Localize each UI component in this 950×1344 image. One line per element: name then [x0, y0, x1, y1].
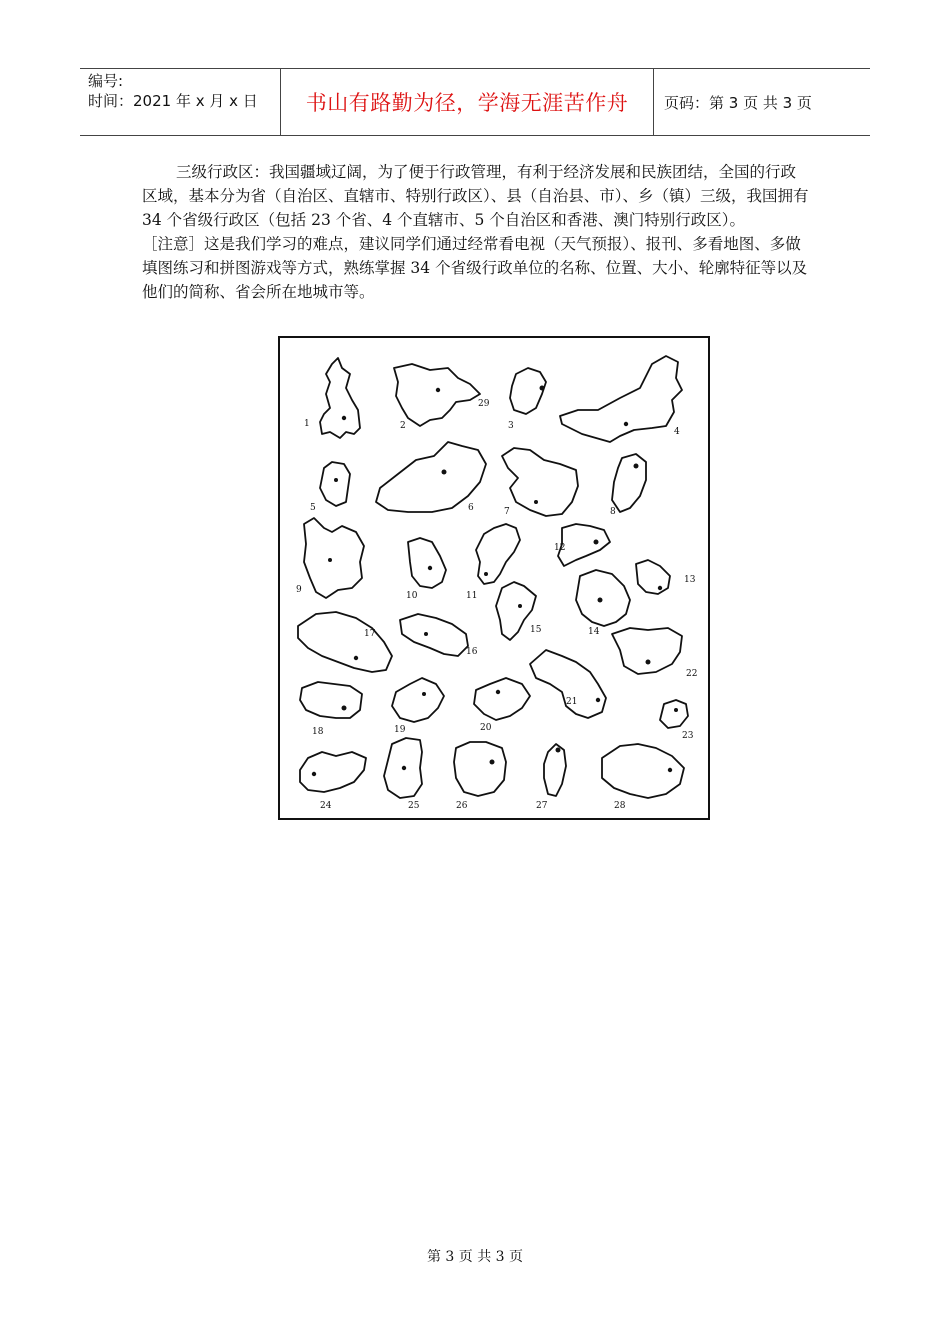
province-shape-10	[408, 538, 446, 588]
paragraph-note: ［注意］这是我们学习的难点，建议同学们通过经常看电视（天气预报）、报刊、多看地图、多做填图练习和拼图游戏等方式，熟练掌握 34 个省级行政单位的名称、位置、大小、轮廓特征等以及他们的简称、省会所在地城市等。	[142, 235, 808, 301]
province-shape-21	[530, 650, 606, 718]
province-outline-svg	[280, 338, 708, 818]
body-text	[142, 160, 810, 304]
province-shape-27	[544, 744, 566, 796]
map-label-3: 3	[508, 421, 514, 431]
province-shape-1	[320, 358, 360, 438]
number-label: 编号:	[88, 72, 124, 90]
province-shape-18	[300, 682, 362, 718]
map-label-27: 27	[536, 801, 548, 811]
map-label-25: 25	[408, 801, 420, 811]
map-label-8: 8	[610, 507, 616, 517]
province-shape-11	[476, 524, 520, 584]
province-shape-14	[576, 570, 630, 626]
map-label-18: 18	[312, 727, 324, 737]
map-label-16: 16	[466, 647, 478, 657]
province-shape-26	[454, 742, 506, 796]
map-label-19: 19	[394, 725, 406, 735]
province-shape-7	[502, 448, 578, 516]
province-shape-12	[558, 524, 610, 566]
map-label-24: 24	[320, 801, 332, 811]
map-label-6: 6	[468, 503, 474, 513]
map-label-4: 4	[674, 427, 680, 437]
province-shape-4	[560, 356, 682, 442]
province-shape-9	[304, 518, 364, 598]
map-label-22: 22	[686, 669, 698, 679]
map-label-5: 5	[310, 503, 316, 513]
header-motto: 书山有路勤为径，学海无涯苦作舟	[281, 69, 654, 135]
map-label-9: 9	[296, 585, 302, 595]
province-shape-2	[394, 364, 480, 426]
province-shape-22	[612, 628, 682, 674]
document-header	[80, 68, 870, 136]
province-shape-20	[474, 678, 530, 720]
map-label-29: 29	[478, 399, 490, 409]
map-label-12: 12	[554, 543, 566, 553]
header-meta	[80, 69, 281, 135]
map-label-11: 11	[466, 591, 478, 601]
map-label-14: 14	[588, 627, 600, 637]
map-label-17: 17	[364, 629, 376, 639]
map-label-21: 21	[566, 697, 578, 707]
province-shape-16	[400, 614, 468, 656]
map-label-2: 2	[400, 421, 406, 431]
province-shape-5	[320, 462, 350, 506]
province-outline-puzzle	[278, 336, 710, 820]
province-shape-17	[298, 612, 392, 672]
province-shape-24	[300, 752, 366, 792]
date-label: 时间：2021 年 x 月 x 日	[88, 92, 258, 110]
map-label-20: 20	[480, 723, 492, 733]
province-shape-19	[392, 678, 444, 722]
province-shape-8	[612, 454, 646, 512]
paragraph-admin-levels: 三级行政区：我国疆域辽阔，为了便于行政管理，有利于经济发展和民族团结，全国的行政区域，基本分为省（自治区、直辖市、特别行政区）、县（自治县、市）、乡（镇）三级，我国拥有 34 个省级行政区（包括 23 个省、4 个直辖市、5 个自治区和香港、澳门特别行政区）。	[142, 163, 809, 229]
province-shape-23	[660, 700, 688, 728]
map-label-15: 15	[530, 625, 542, 635]
header-page-label: 页码：第 3 页 共 3 页	[664, 93, 812, 112]
page-footer: 第 3 页 共 3 页	[426, 1249, 524, 1265]
map-label-26: 26	[456, 801, 468, 811]
map-label-13: 13	[684, 575, 696, 585]
map-label-10: 10	[406, 591, 418, 601]
map-label-28: 28	[614, 801, 626, 811]
map-label-7: 7	[504, 507, 510, 517]
province-shape-3	[510, 368, 546, 414]
map-label-23: 23	[682, 731, 694, 741]
map-label-1: 1	[304, 419, 310, 429]
province-shape-13	[636, 560, 670, 594]
province-shape-6	[376, 442, 486, 512]
